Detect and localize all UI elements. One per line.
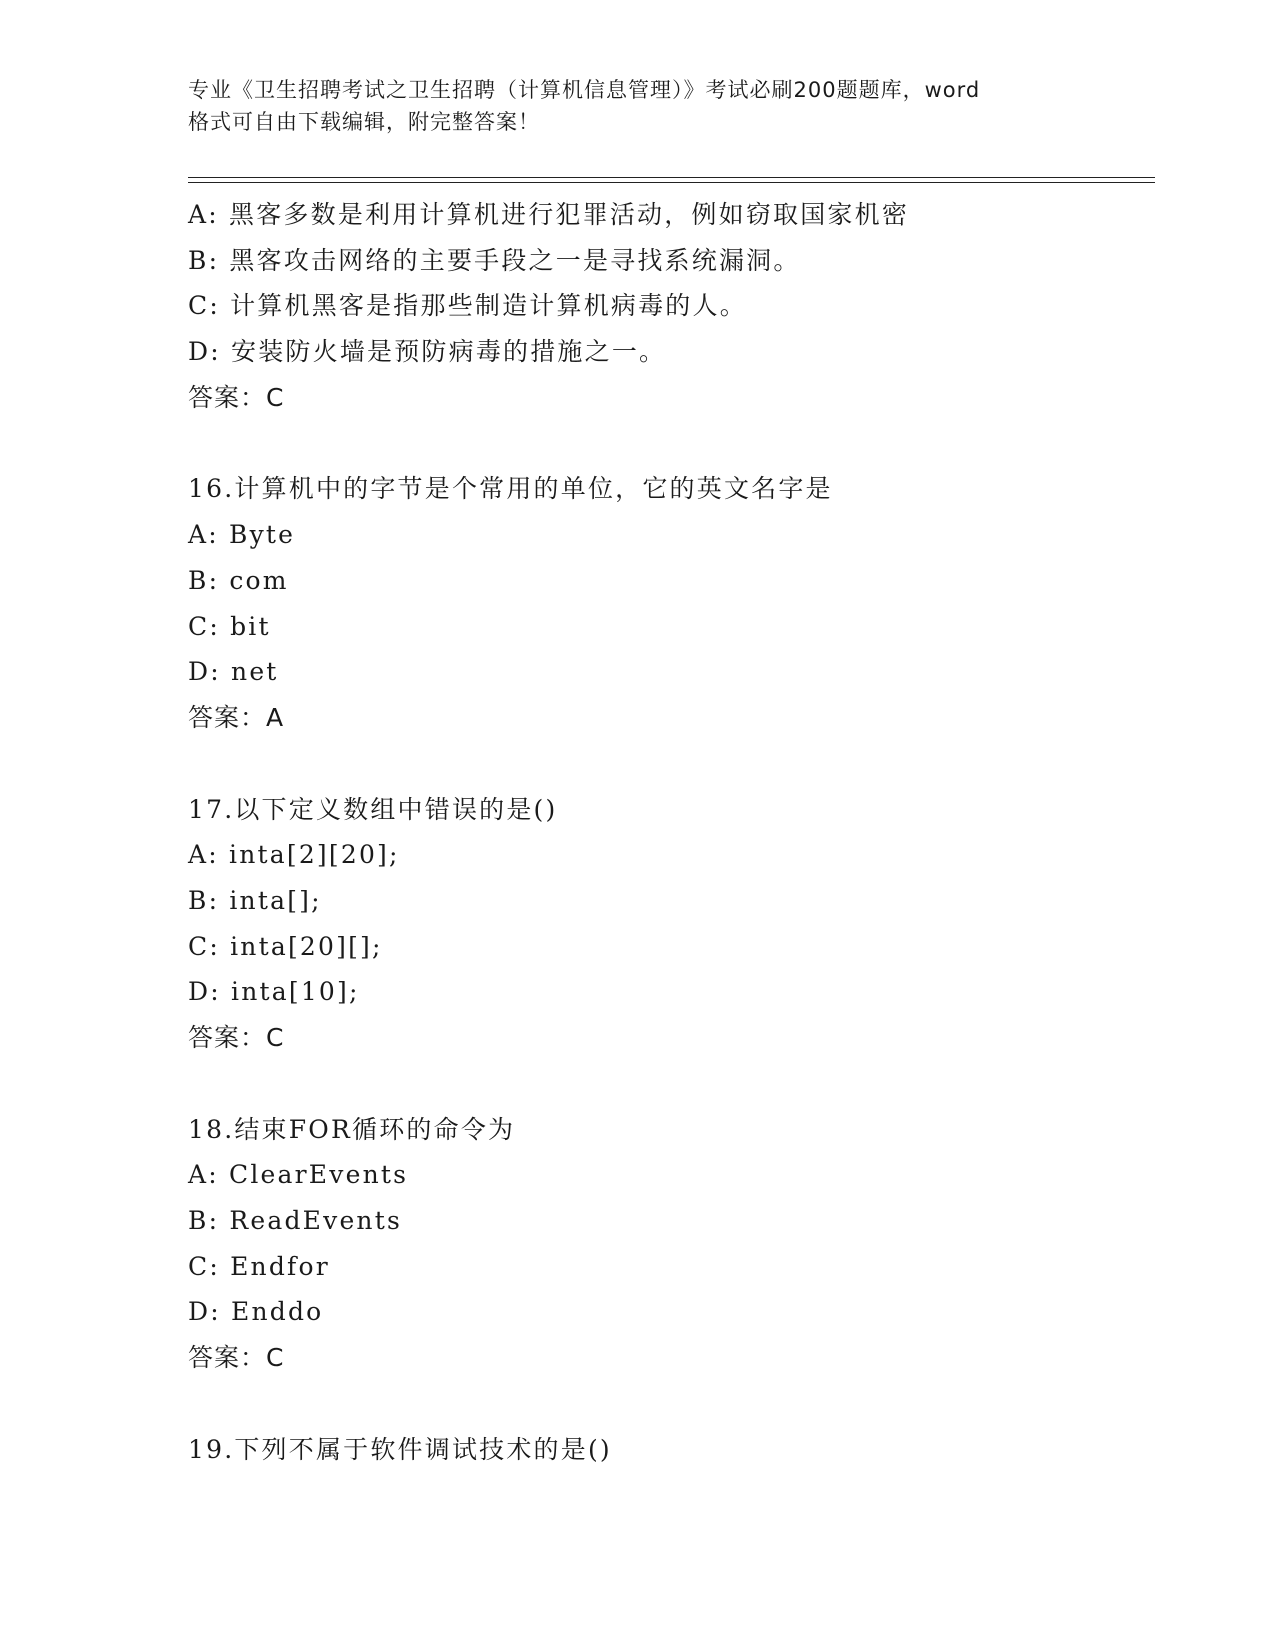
question-15-option-a: A: 黑客多数是利用计算机进行犯罪活动，例如窃取国家机密 [188, 200, 910, 229]
header-title-line-2: 格式可自由下载编辑，附完整答案！ [188, 110, 540, 134]
question-16-option-d: D: net [188, 657, 279, 687]
question-19-block [188, 1427, 1148, 1473]
question-16-option-a: A: Byte [188, 520, 296, 550]
question-18-option-d: D: Enddo [188, 1297, 324, 1327]
question-16-block [188, 466, 1148, 740]
question-15-option-d: D: 安装防火墙是预防病毒的措施之一。 [188, 337, 667, 367]
question-18-option-a: A: ClearEvents [188, 1160, 409, 1190]
question-19-text: 19.下列不属于软件调试技术的是() [188, 1434, 612, 1464]
spacer [188, 1381, 1148, 1427]
question-16-text: 16.计算机中的字节是个常用的单位，它的英文名字是 [188, 474, 833, 504]
spacer [188, 741, 1148, 787]
question-18-option-c: C: Endfor [188, 1251, 330, 1281]
header-divider-top [188, 177, 1155, 178]
question-16-answer: 答案：A [188, 702, 285, 732]
question-15-option-c: C: 计算机黑客是指那些制造计算机病毒的人。 [188, 291, 747, 321]
header-title-line-1: 专业《卫生招聘考试之卫生招聘（计算机信息管理）》考试必刷200题题库，word [188, 78, 981, 102]
question-18-answer: 答案：C [188, 1343, 285, 1373]
question-17-answer: 答案：C [188, 1023, 285, 1052]
question-list [188, 192, 1148, 1473]
question-17-option-c: C: inta[20][]; [188, 931, 383, 961]
question-15-block [188, 192, 1148, 420]
question-15-answer: 答案：C [188, 382, 285, 412]
question-17-option-d: D: inta[10]; [188, 977, 360, 1007]
question-15-option-b: B: 黑客攻击网络的主要手段之一是寻找系统漏洞。 [188, 245, 801, 275]
question-17-text: 17.以下定义数组中错误的是() [188, 794, 558, 824]
question-16-option-b: B: com [188, 565, 289, 595]
question-17-block [188, 787, 1148, 1061]
header-divider-bottom [188, 182, 1155, 183]
spacer [188, 1061, 1148, 1107]
question-17-option-b: B: inta[]; [188, 885, 322, 915]
question-17-option-a: A: inta[2][20]; [188, 840, 400, 870]
question-18-text: 18.结束FOR循环的命令为 [188, 1114, 516, 1144]
question-18-block [188, 1107, 1148, 1381]
spacer [188, 420, 1148, 466]
question-18-option-b: B: ReadEvents [188, 1206, 403, 1236]
document-header [188, 74, 1108, 138]
question-16-option-c: C: bit [188, 611, 271, 641]
